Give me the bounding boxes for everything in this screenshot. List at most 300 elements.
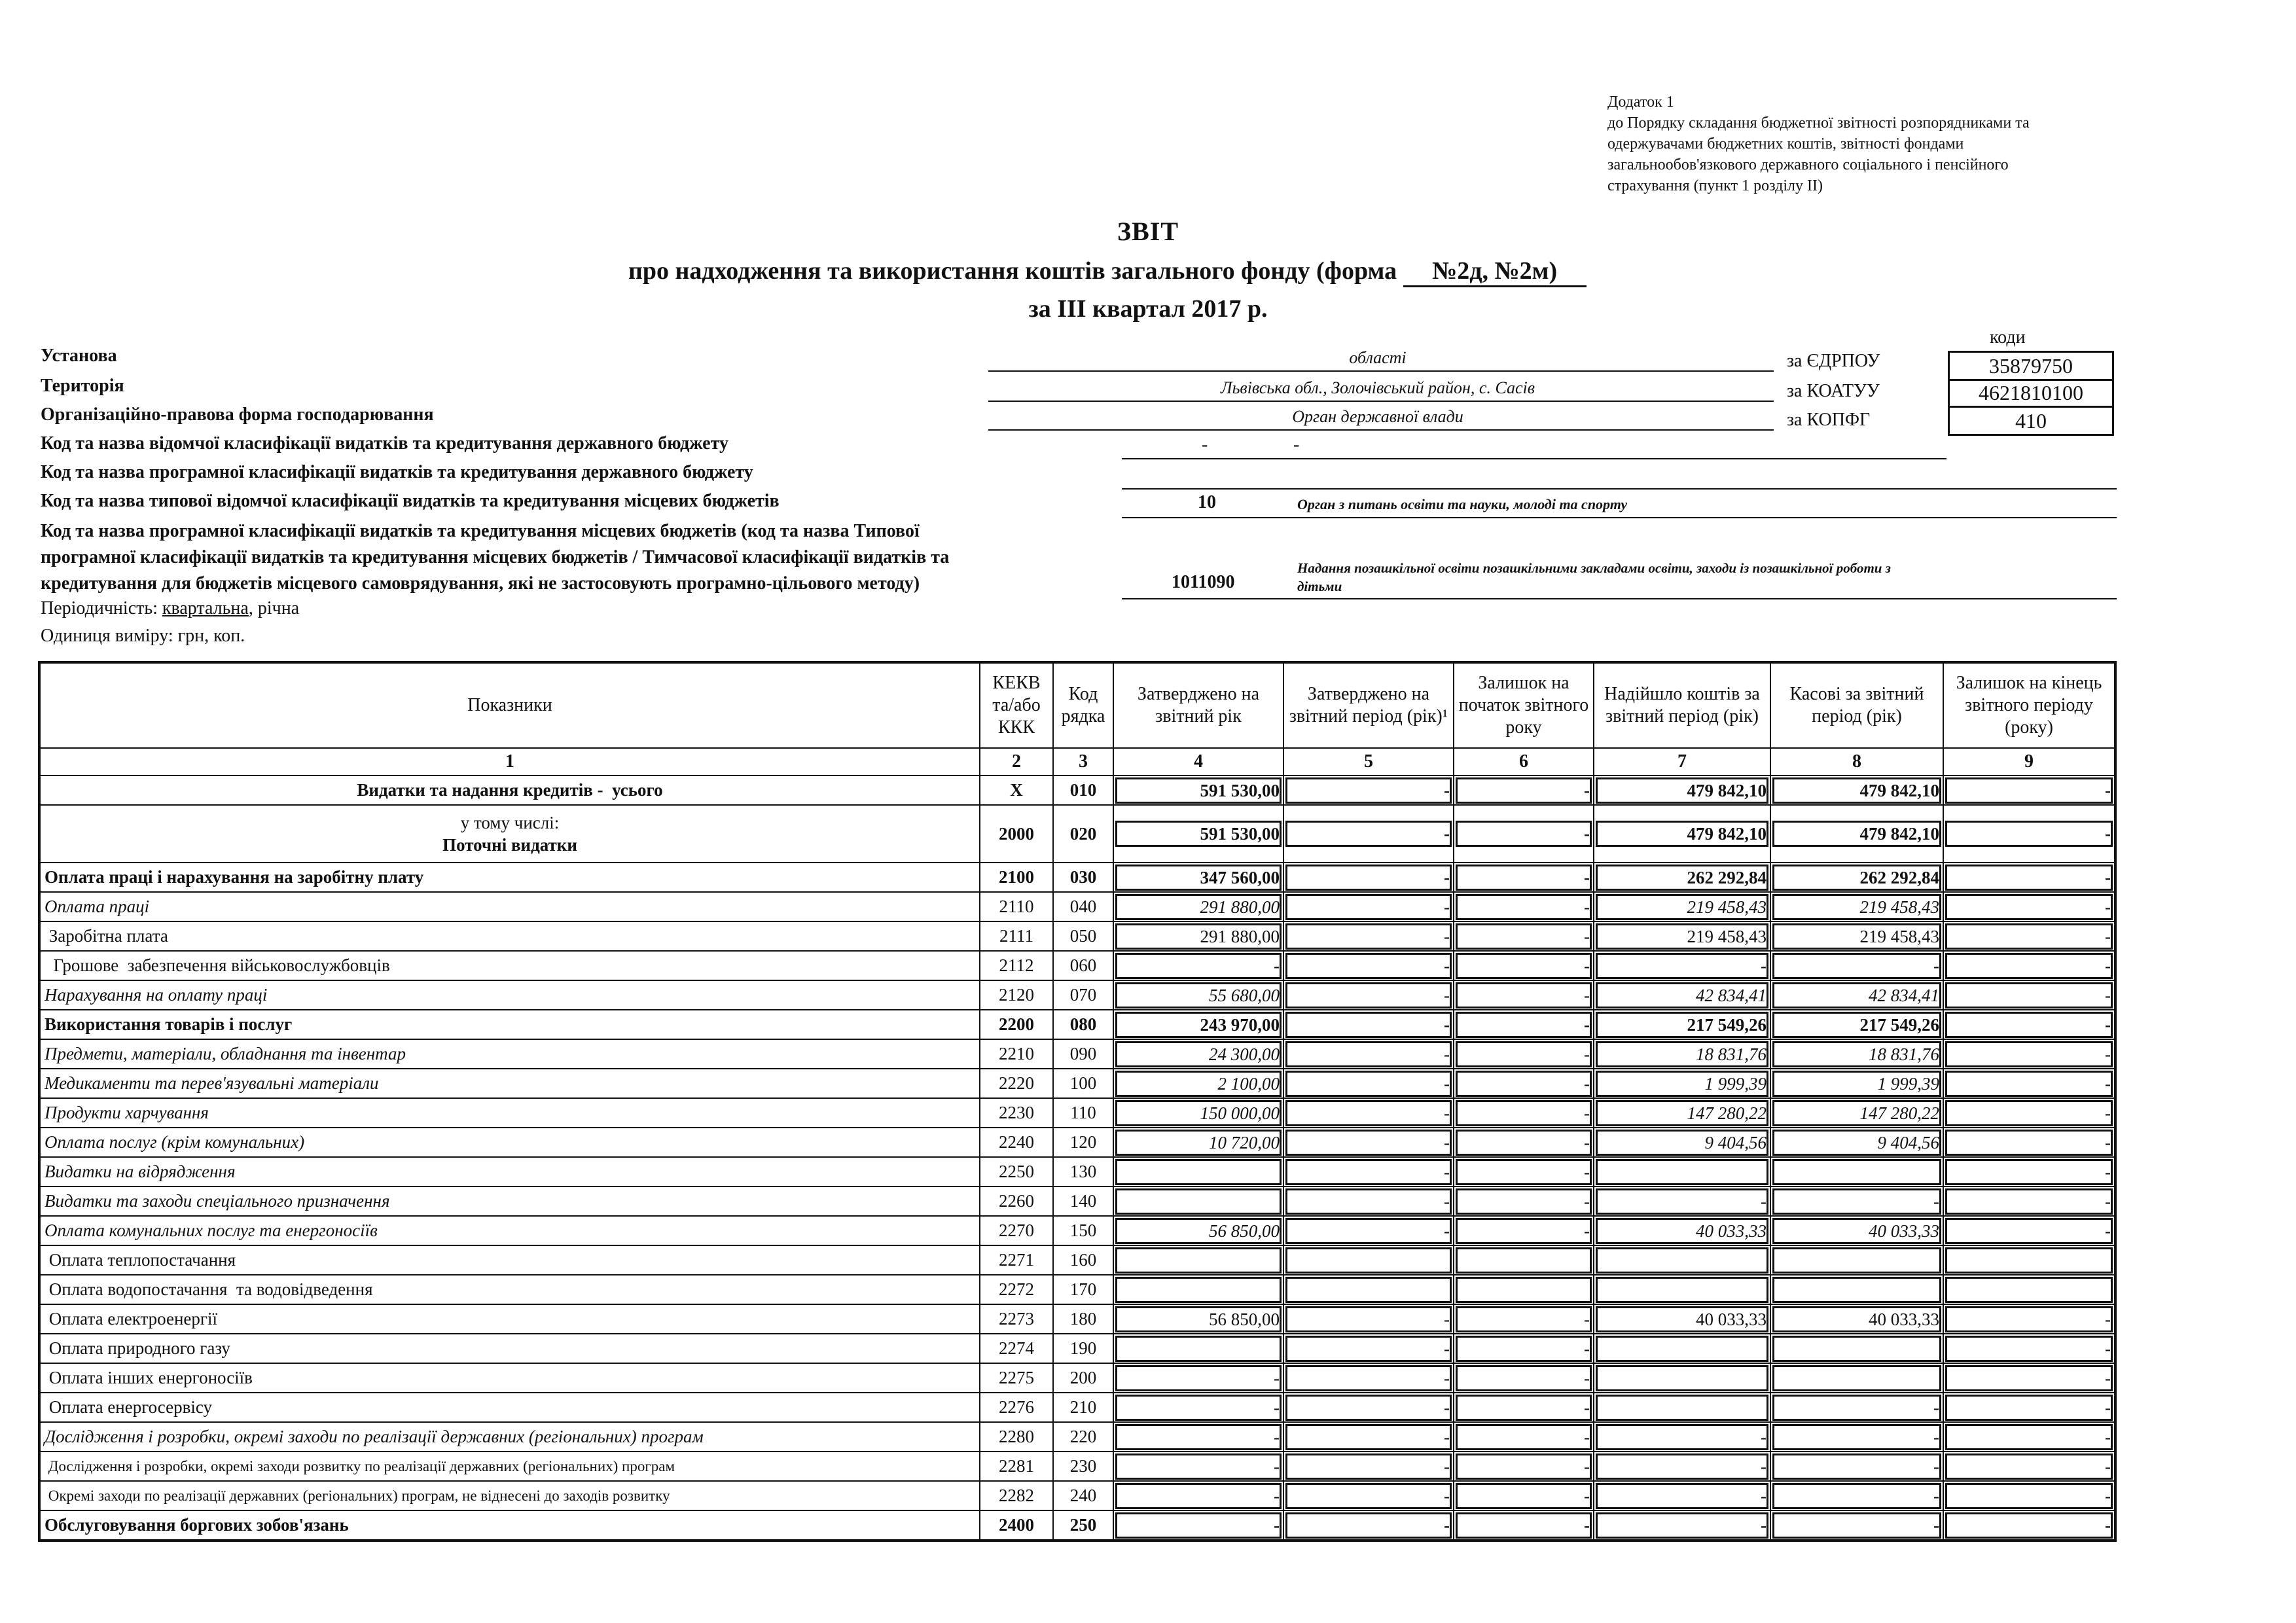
table-row <box>41 981 2114 1010</box>
value-cell-c5 <box>1284 893 1454 922</box>
cell-value: 479 842,10 <box>1596 777 1768 804</box>
cell-value: 2272 <box>999 1279 1034 1299</box>
value-cell-c4 <box>1114 1217 1284 1246</box>
cell-value: - <box>1945 1395 2113 1421</box>
header-cell: КЕКВ та/або ККК <box>980 664 1054 749</box>
periodicity-value: квартальна <box>162 598 249 618</box>
code-label-koatuu: за КОАТУУ <box>1787 381 1880 401</box>
row-code-cell <box>1054 1187 1114 1217</box>
cell-value: - <box>1945 1130 2113 1156</box>
value-cell-c5 <box>1284 1099 1454 1128</box>
cell-value: - <box>1456 1454 1592 1480</box>
value-cell-c4 <box>1114 1275 1284 1305</box>
value-cell-c5 <box>1284 1334 1454 1364</box>
cell-value: - <box>1285 777 1452 804</box>
cell-value: 479 842,10 <box>1772 777 1941 804</box>
cell-value: - <box>1945 1454 2113 1480</box>
cell-value: - <box>1945 1306 2113 1332</box>
cell-value: 2276 <box>999 1397 1034 1417</box>
value-cell-c6 <box>1454 922 1594 952</box>
legal-form-label: Організаційно-правова форма господарювання <box>41 404 434 425</box>
cell-value: 591 530,00 <box>1115 821 1282 847</box>
cell-value: - <box>1115 953 1282 979</box>
cell-value: 291 880,00 <box>1115 923 1282 950</box>
cell-value: - <box>1772 953 1941 979</box>
value-cell-c7 <box>1594 1010 1771 1040</box>
cell-value <box>1115 1247 1282 1274</box>
cell-value: - <box>1456 1512 1592 1539</box>
cell-value: 18 831,76 <box>1772 1041 1941 1067</box>
value-cell-c6 <box>1454 1511 1594 1539</box>
cell-value: 147 280,22 <box>1596 1100 1768 1126</box>
cell-value: 2400 <box>999 1515 1034 1535</box>
cell-value: - <box>1596 1424 1768 1450</box>
header-cell: Показники <box>41 664 980 749</box>
value-cell-c6 <box>1454 806 1594 863</box>
table-row <box>41 1364 2114 1393</box>
cell-value: 230 <box>1069 1456 1097 1476</box>
value-cell-c7 <box>1594 1511 1771 1539</box>
cell-value: - <box>1115 1424 1282 1450</box>
value-cell-c7 <box>1594 1040 1771 1069</box>
periodicity-rest: , річна <box>248 598 300 618</box>
cell-value: 2274 <box>999 1338 1034 1358</box>
cell-value: 130 <box>1069 1162 1097 1181</box>
value-cell-c7 <box>1594 1128 1771 1158</box>
cell-value <box>1772 1247 1941 1274</box>
value-cell-c4 <box>1114 863 1284 893</box>
cell-value: 110 <box>1070 1103 1096 1122</box>
cell-value: - <box>1945 923 2113 950</box>
value-cell-c5 <box>1284 1305 1454 1334</box>
value-cell-c6 <box>1454 952 1594 981</box>
value-cell-c6 <box>1454 1393 1594 1423</box>
value-cell-c9 <box>1944 1010 2114 1040</box>
cell-value: - <box>1285 1012 1452 1038</box>
cell-value: - <box>1285 982 1452 1008</box>
cell-value: - <box>1456 1071 1592 1097</box>
value-cell-c4 <box>1114 952 1284 981</box>
cell-value: 479 842,10 <box>1772 821 1941 847</box>
cell-value: - <box>1285 1483 1452 1509</box>
row-label: Видатки на відрядження <box>41 1158 980 1187</box>
row-code-cell <box>1054 806 1114 863</box>
cell-value <box>1285 1247 1452 1274</box>
cell-value: - <box>1115 1512 1282 1539</box>
table-row <box>41 893 2114 922</box>
value-cell-c8 <box>1771 1069 1944 1099</box>
value-cell-c5 <box>1284 1069 1454 1099</box>
cell-value: 40 033,33 <box>1772 1218 1941 1244</box>
code-label-edrpou: за ЄДРПОУ <box>1787 351 1880 371</box>
cell-value: - <box>1772 1483 1941 1509</box>
value-cell-c8 <box>1771 1010 1944 1040</box>
cell-value <box>1596 1277 1768 1303</box>
cell-value: 40 033,33 <box>1596 1218 1768 1244</box>
annex-line: до Порядку складання бюджетної звітності розпорядниками та <box>1607 115 2030 132</box>
kekv-cell <box>980 1187 1054 1217</box>
table-row <box>41 1128 2114 1158</box>
value-cell-c8 <box>1771 1364 1944 1393</box>
header-cell: Затверджено на звітний період (рік)¹ <box>1284 664 1454 749</box>
value-cell-c6 <box>1454 1069 1594 1099</box>
cell-value: 40 033,33 <box>1596 1306 1768 1332</box>
value-cell-c8 <box>1771 981 1944 1010</box>
cell-value: - <box>1115 1365 1282 1391</box>
row-label: Предмети, матеріали, обладнання та інвентар <box>41 1040 980 1069</box>
table-row <box>41 1275 2114 1305</box>
value-cell-c8 <box>1771 1040 1944 1069</box>
row-label: Медикаменти та перев'язувальні матеріали <box>41 1069 980 1099</box>
cell-value: 56 850,00 <box>1115 1218 1282 1244</box>
cell-value: 160 <box>1069 1250 1097 1270</box>
value-cell-c6 <box>1454 981 1594 1010</box>
typical-dept-name: Орган з питань освіти та науки, молоді та спорту <box>1297 496 1628 512</box>
cell-value: - <box>1772 1188 1941 1215</box>
value-cell-c5 <box>1284 1393 1454 1423</box>
row-label: Грошове забезпечення військовослужбовців <box>41 952 980 981</box>
value-cell-c9 <box>1944 1364 2114 1393</box>
cell-value: 347 560,00 <box>1115 865 1282 891</box>
dept-class-code: - <box>1202 435 1208 455</box>
table-row <box>41 1393 2114 1423</box>
cell-value: 2282 <box>999 1486 1034 1505</box>
value-cell-c7 <box>1594 1217 1771 1246</box>
cell-value: - <box>1456 1483 1592 1509</box>
cell-value <box>1596 1395 1768 1421</box>
cell-value: - <box>1285 1365 1452 1391</box>
value-cell-c9 <box>1944 1187 2114 1217</box>
row-code-cell <box>1054 893 1114 922</box>
row-label: Оплата енергосервісу <box>41 1393 980 1423</box>
kekv-cell <box>980 806 1054 863</box>
table-row <box>41 1099 2114 1128</box>
value-cell-c9 <box>1944 863 2114 893</box>
value-cell-c6 <box>1454 1187 1594 1217</box>
value-cell-c8 <box>1771 1275 1944 1305</box>
value-cell-c6 <box>1454 1275 1594 1305</box>
value-cell-c9 <box>1944 1511 2114 1539</box>
cell-value: - <box>1456 821 1592 847</box>
cell-value: 080 <box>1069 1014 1097 1034</box>
cell-value: - <box>1285 1159 1452 1185</box>
column-number: 2 <box>980 749 1054 776</box>
value-cell-c9 <box>1944 1128 2114 1158</box>
cell-value: - <box>1456 777 1592 804</box>
cell-value: 210 <box>1069 1397 1097 1417</box>
value-cell-c5 <box>1284 1217 1454 1246</box>
value-cell-c7 <box>1594 922 1771 952</box>
cell-value: 262 292,84 <box>1772 865 1941 891</box>
cell-value <box>1456 1247 1592 1274</box>
kekv-cell <box>980 776 1054 806</box>
value-cell-c7 <box>1594 1246 1771 1275</box>
kekv-cell <box>980 1305 1054 1334</box>
cell-value <box>1285 1277 1452 1303</box>
cell-value: 591 530,00 <box>1115 777 1282 804</box>
value-cell-c8 <box>1771 1334 1944 1364</box>
institution-label: Установа <box>41 346 117 366</box>
value-cell-c6 <box>1454 1246 1594 1275</box>
cell-value: 2280 <box>999 1427 1034 1446</box>
cell-value: 180 <box>1069 1309 1097 1329</box>
table-row <box>41 1187 2114 1217</box>
cell-value: - <box>1945 777 2113 804</box>
cell-value: 1 999,39 <box>1772 1071 1941 1097</box>
cell-value: - <box>1285 1336 1452 1362</box>
kekv-cell <box>980 1423 1054 1452</box>
table-row <box>41 1040 2114 1069</box>
header-cell: Затверджено на звітний рік <box>1114 664 1284 749</box>
row-code-cell <box>1054 1099 1114 1128</box>
cell-value <box>1772 1159 1941 1185</box>
value-cell-c6 <box>1454 893 1594 922</box>
cell-value: 42 834,41 <box>1596 982 1768 1008</box>
cell-value: 010 <box>1069 780 1097 800</box>
cell-value: - <box>1772 1454 1941 1480</box>
row-code-cell <box>1054 1305 1114 1334</box>
column-number: 3 <box>1054 749 1114 776</box>
value-cell-c6 <box>1454 1040 1594 1069</box>
cell-value: - <box>1285 1218 1452 1244</box>
cell-value: - <box>1285 1041 1452 1067</box>
value-cell-c8 <box>1771 1187 1944 1217</box>
cell-value <box>1115 1277 1282 1303</box>
value-cell-c9 <box>1944 1217 2114 1246</box>
value-cell-c7 <box>1594 1482 1771 1511</box>
cell-value: - <box>1945 1188 2113 1215</box>
row-label-main: Поточні видатки <box>442 835 577 855</box>
value-cell-c8 <box>1771 1393 1944 1423</box>
cell-value: 2 100,00 <box>1115 1071 1282 1097</box>
value-cell-c4 <box>1114 1246 1284 1275</box>
value-cell-c9 <box>1944 1158 2114 1187</box>
kekv-cell <box>980 1158 1054 1187</box>
value-cell-c7 <box>1594 952 1771 981</box>
cell-value: 18 831,76 <box>1596 1041 1768 1067</box>
value-cell-c8 <box>1771 893 1944 922</box>
cell-value: 40 033,33 <box>1772 1306 1941 1332</box>
value-cell-c7 <box>1594 1305 1771 1334</box>
cell-value: X <box>1010 780 1023 800</box>
code-label-kopfg: за КОПФГ <box>1787 410 1871 430</box>
value-cell-c8 <box>1771 1217 1944 1246</box>
value-cell-c7 <box>1594 776 1771 806</box>
value-cell-c5 <box>1284 1452 1454 1482</box>
value-cell-c6 <box>1454 1128 1594 1158</box>
value-cell-c6 <box>1454 863 1594 893</box>
cell-value: 10 720,00 <box>1115 1130 1282 1156</box>
cell-value: - <box>1285 821 1452 847</box>
typical-dept-label: Код та назва типової відомчої класифікації видатків та кредитування місцевих бюджетів <box>41 491 780 511</box>
cell-value: - <box>1945 894 2113 920</box>
table-row <box>41 952 2114 981</box>
value-cell-c6 <box>1454 1423 1594 1452</box>
cell-value: - <box>1285 953 1452 979</box>
cell-value <box>1596 1365 1768 1391</box>
value-cell-c6 <box>1454 1305 1594 1334</box>
row-label: Оплата послуг (крім комунальних) <box>41 1128 980 1158</box>
value-cell-c7 <box>1594 1187 1771 1217</box>
value-cell-c4 <box>1114 776 1284 806</box>
value-cell-c6 <box>1454 1217 1594 1246</box>
cell-value: 9 404,56 <box>1772 1130 1941 1156</box>
cell-value: - <box>1945 1159 2113 1185</box>
cell-value: - <box>1285 1306 1452 1332</box>
table-row <box>41 1246 2114 1275</box>
cell-value: - <box>1945 982 2113 1008</box>
cell-value: 2230 <box>999 1103 1034 1122</box>
cell-value <box>1945 1247 2113 1274</box>
typical-dept-code: 10 <box>1198 492 1216 512</box>
row-label: Оплата праці і нарахування на заробітну плату <box>41 863 980 893</box>
row-code-cell <box>1054 952 1114 981</box>
kekv-cell <box>980 1010 1054 1040</box>
value-cell-c7 <box>1594 1099 1771 1128</box>
cell-value: 219 458,43 <box>1772 923 1941 950</box>
value-cell-c4 <box>1114 1010 1284 1040</box>
value-cell-c8 <box>1771 806 1944 863</box>
cell-value: 2240 <box>999 1132 1034 1152</box>
value-cell-c8 <box>1771 1452 1944 1482</box>
kekv-cell <box>980 1069 1054 1099</box>
value-cell-c5 <box>1284 1482 1454 1511</box>
row-label: Оплата водопостачання та водовідведення <box>41 1275 980 1305</box>
row-label: Видатки та надання кредитів - усього <box>41 776 980 806</box>
row-code-cell <box>1054 1158 1114 1187</box>
cell-value: 219 458,43 <box>1596 894 1768 920</box>
value-cell-c7 <box>1594 1393 1771 1423</box>
cell-value: 2120 <box>999 985 1034 1005</box>
table-row <box>41 863 2114 893</box>
cell-value: - <box>1115 1483 1282 1509</box>
row-label <box>41 806 980 863</box>
row-label: Дослідження і розробки, окремі заходи розвитку по реалізації державних (регіональних) програм <box>41 1452 980 1482</box>
cell-value: 2281 <box>999 1456 1034 1476</box>
column-number: 8 <box>1771 749 1944 776</box>
local-prog-label-1: Код та назва програмної класифікації видатків та кредитування місцевих бюджетів (код та назва Типової <box>41 521 920 541</box>
value-cell-c6 <box>1454 1099 1594 1128</box>
territory-value: Львівська обл., Золочівський район, с. Сасів <box>1220 378 1535 397</box>
cell-value: 42 834,41 <box>1772 982 1941 1008</box>
institution-value: області <box>1349 348 1407 367</box>
cell-value: 2273 <box>999 1309 1034 1329</box>
code-value-edrpou: 35879750 <box>1948 351 2114 381</box>
row-code-cell <box>1054 1128 1114 1158</box>
local-prog-label-2: програмної класифікації видатків та кредитування місцевих бюджетів / Тимчасової класифікації видатків та <box>41 547 950 567</box>
cell-value <box>1772 1277 1941 1303</box>
local-prog-label-3: кредитування для бюджетів місцевого самоврядування, які не застосовують програмно-цільового методу) <box>41 573 920 594</box>
table-row <box>41 1452 2114 1482</box>
value-cell-c6 <box>1454 1334 1594 1364</box>
value-cell-c9 <box>1944 1275 2114 1305</box>
cell-value: 9 404,56 <box>1596 1130 1768 1156</box>
value-cell-c6 <box>1454 776 1594 806</box>
value-cell-c4 <box>1114 1364 1284 1393</box>
prog-class-label: Код та назва програмної класифікації видатків та кредитування державного бюджету <box>41 462 753 482</box>
value-cell-c4 <box>1114 1099 1284 1128</box>
value-cell-c9 <box>1944 981 2114 1010</box>
cell-value: - <box>1456 1218 1592 1244</box>
cell-value: - <box>1772 1424 1941 1450</box>
cell-value: - <box>1285 1454 1452 1480</box>
value-cell-c8 <box>1771 952 1944 981</box>
cell-value: - <box>1285 865 1452 891</box>
kekv-cell <box>980 981 1054 1010</box>
report-period: за III квартал 2017 р. <box>1028 295 1268 323</box>
value-cell-c5 <box>1284 1511 1454 1539</box>
value-cell-c4 <box>1114 1040 1284 1069</box>
row-label: Використання товарів і послуг <box>41 1010 980 1040</box>
value-cell-c9 <box>1944 1393 2114 1423</box>
cell-value: 150 000,00 <box>1115 1100 1282 1126</box>
value-cell-c9 <box>1944 1452 2114 1482</box>
kekv-cell <box>980 1511 1054 1539</box>
cell-value: - <box>1456 1100 1592 1126</box>
cell-value: - <box>1456 1130 1592 1156</box>
value-cell-c8 <box>1771 1305 1944 1334</box>
header-cell: Код рядка <box>1054 664 1114 749</box>
cell-value: 120 <box>1069 1132 1097 1152</box>
cell-value: 170 <box>1069 1279 1097 1299</box>
cell-value: 030 <box>1069 867 1097 887</box>
cell-value: 2260 <box>999 1191 1034 1211</box>
cell-value: - <box>1945 1512 2113 1539</box>
dept-class-label: Код та назва відомчої класифікації видатків та кредитування державного бюджету <box>41 433 728 454</box>
kekv-cell <box>980 863 1054 893</box>
value-cell-c8 <box>1771 1246 1944 1275</box>
value-cell-c4 <box>1114 1128 1284 1158</box>
row-label: Оплата електроенергії <box>41 1305 980 1334</box>
cell-value: - <box>1772 1395 1941 1421</box>
cell-value: - <box>1456 1159 1592 1185</box>
column-number: 9 <box>1944 749 2114 776</box>
cell-value: 060 <box>1069 955 1097 975</box>
cell-value: 2275 <box>999 1368 1034 1387</box>
value-cell-c7 <box>1594 863 1771 893</box>
table-row <box>41 806 2114 863</box>
value-cell-c9 <box>1944 1482 2114 1511</box>
value-cell-c4 <box>1114 806 1284 863</box>
cell-value: - <box>1945 821 2113 847</box>
cell-value: - <box>1945 1424 2113 1450</box>
value-cell-c5 <box>1284 1187 1454 1217</box>
value-cell-c6 <box>1454 1158 1594 1187</box>
cell-value: - <box>1596 1188 1768 1215</box>
value-cell-c5 <box>1284 1158 1454 1187</box>
cell-value <box>1772 1365 1941 1391</box>
annex-line: Додаток 1 <box>1607 94 1674 111</box>
value-cell-c8 <box>1771 1099 1944 1128</box>
cell-value: - <box>1285 1130 1452 1156</box>
cell-value: - <box>1456 865 1592 891</box>
cell-value: - <box>1945 1218 2113 1244</box>
row-label: Видатки та заходи спеціального призначення <box>41 1187 980 1217</box>
row-code-cell <box>1054 1040 1114 1069</box>
value-cell-c9 <box>1944 1069 2114 1099</box>
column-number-row <box>41 749 2114 776</box>
cell-value: - <box>1285 1100 1452 1126</box>
value-cell-c7 <box>1594 1334 1771 1364</box>
cell-value: - <box>1945 1012 2113 1038</box>
report-table <box>38 661 2117 1542</box>
cell-value: 24 300,00 <box>1115 1041 1282 1067</box>
kekv-cell <box>980 1246 1054 1275</box>
cell-value: - <box>1115 1454 1282 1480</box>
value-cell-c5 <box>1284 1364 1454 1393</box>
row-code-cell <box>1054 922 1114 952</box>
cell-value: - <box>1596 1512 1768 1539</box>
